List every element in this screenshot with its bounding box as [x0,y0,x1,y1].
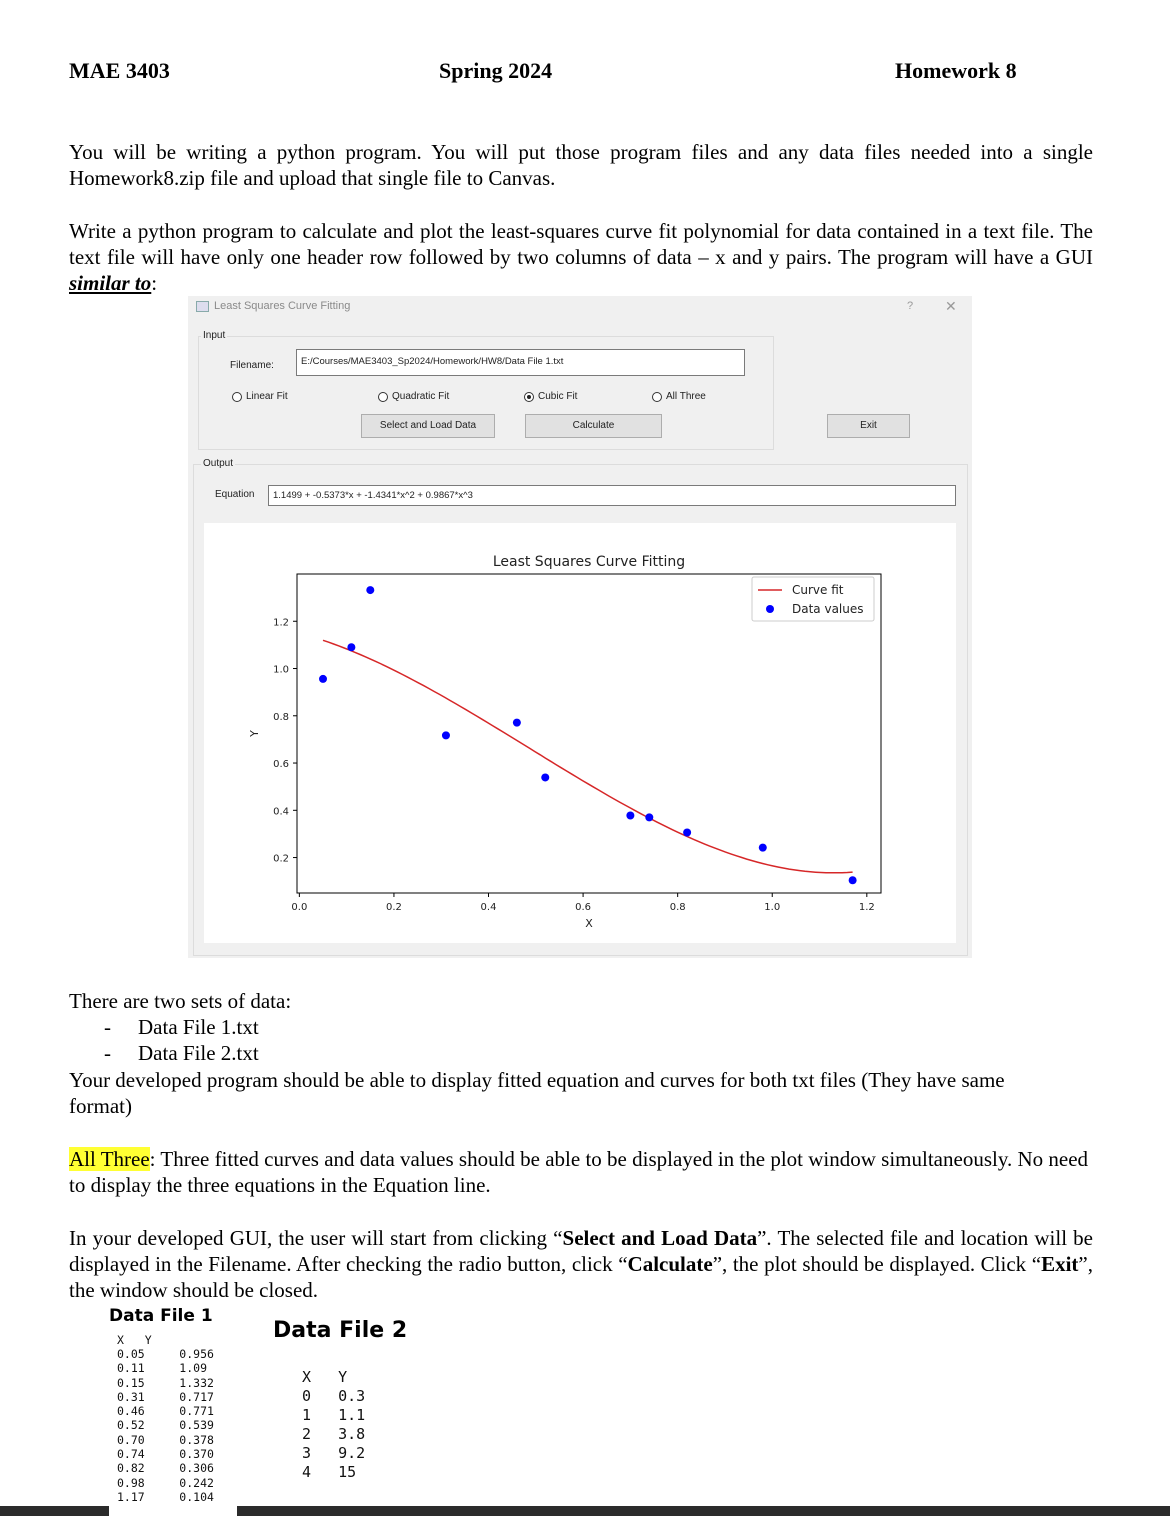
data-point [513,719,521,727]
filename-label: Filename: [230,360,274,371]
data-file-1-row: 0.05 0.956 [117,1347,214,1361]
y-tick-label: 0.8 [273,711,289,723]
radio-all-three[interactable] [652,391,706,402]
data-file-2-row: 0 0.3 [302,1387,366,1405]
legend-points-label: Data values [792,602,864,616]
dataset-item-1 [69,1014,1093,1040]
radio-cubic-label: Cubic Fit [538,391,578,402]
x-tick-label: 0.2 [385,902,402,913]
input-group-title: Input [203,330,226,341]
data-point [541,773,549,781]
instructions-paragraph [69,1225,1093,1303]
data-file-1-row: 0.70 0.378 [117,1432,214,1447]
data-file-1-row: 0.11 1.09 [117,1361,208,1376]
plot-frame [297,574,881,893]
instr-part-3: ”, the plot should be displayed. Click “ [712,1252,1042,1276]
radio-linear-fit[interactable] [232,391,288,402]
instr-part-2: ”. The selected file and location will be displayed in the Filename. After checking the radio button, click “ [69,1226,1093,1276]
x-tick-label: 0.4 [480,902,497,913]
task-paragraph [69,218,1093,296]
bullet-1: - [104,1015,111,1039]
exit-button[interactable]: Exit [827,414,910,438]
chart-title: Least Squares Curve Fitting [492,554,686,570]
radio-all-three-indicator [652,392,662,402]
y-tick-label: 1.0 [273,664,289,676]
x-tick-label: 1.2 [858,902,875,913]
select-load-button[interactable]: Select and Load Data [361,414,495,438]
instr-bold-calculate: Calculate [627,1252,713,1276]
task-text: Write a python program to calculate and plot the least-squares curve fit polynomial for data contained in a text file. The text file will have only one header row followed by two columns of data – x and y pairs. The program will have a GUI [69,219,1093,269]
dataset-item-1-text: Data File 1.txt [138,1015,259,1039]
datasets-note: Your developed program should be able to display fitted equation and curves for both txt files (They have same format) [69,1068,1005,1118]
y-tick-label: 1.2 [273,617,289,629]
radio-cubic-indicator [524,392,534,402]
dataset-item-2-text: Data File 2.txt [138,1041,259,1065]
output-group-title: Output [203,458,234,469]
term: Spring 2024 [439,58,553,83]
radio-all-three-label: All Three [666,391,706,402]
data-file-1-row: 0.31 0.717 [117,1389,214,1404]
filename-field[interactable]: E:/Courses/MAE3403_Sp2024/Homework/HW8/Data File 1.txt [296,349,745,376]
data-file-1-rows [117,1347,214,1504]
data-point [683,829,691,837]
data-point [645,813,653,821]
radio-cubic-fit[interactable] [524,391,577,402]
data-file-1-row: 1.17 0.104 [117,1489,214,1504]
data-point [442,731,450,739]
data-point [626,811,634,819]
y-tick-label: 0.2 [273,853,289,865]
radio-quadratic-indicator [378,392,388,402]
data-point [366,586,374,594]
course-code: MAE 3403 [69,58,170,83]
instr-part-4: ”, the window should be closed. [69,1252,1093,1302]
data-point [759,844,767,852]
page-bottom-bar-right [237,1506,1170,1516]
data-file-2-row: 4 15 [302,1463,357,1481]
data-file-1-row: 0.98 0.242 [117,1475,214,1490]
calculate-button[interactable]: Calculate [525,414,662,438]
radio-quadratic-label: Quadratic Fit [392,391,450,402]
window-title: Least Squares Curve Fitting [214,300,351,312]
legend-points-swatch [766,605,774,613]
radio-quadratic-fit[interactable] [378,391,449,402]
data-file-2-header: X Y [302,1368,348,1386]
datasets-intro: There are two sets of data: [69,989,292,1013]
data-file-2-row: 1 1.1 [302,1406,366,1424]
all-three-text: : Three fitted curves and data values should be able to be displayed in the plot window simultaneously. No need to display the three equations in the Equation line. [69,1147,1089,1197]
intro-paragraph: You will be writing a python program. You will put those program files and any data files needed into a single Homework8.zip file and upload that single file to Canvas. [69,140,1093,190]
dataset-item-2 [69,1040,1093,1066]
legend-curve-label: Curve fit [792,583,844,597]
x-tick-label: 0.0 [291,902,308,913]
data-point [849,876,857,884]
radio-linear-indicator [232,392,242,402]
data-point [347,643,355,651]
app-window-icon [196,301,209,312]
data-point [319,675,327,683]
curve-fit-line [323,640,853,873]
radio-linear-label: Linear Fit [246,391,288,402]
data-file-1-row: 0.46 0.771 [117,1404,214,1419]
page-bottom-bar-left [0,1506,109,1516]
assignment-title: Homework 8 [895,58,1017,83]
data-file-1-title: Data File 1 [109,1306,213,1326]
data-file-1-row: 0.52 0.539 [117,1418,214,1433]
task-emphasis: similar to [69,271,152,295]
window-titlebar [196,300,350,312]
x-tick-label: 1.0 [764,902,781,913]
data-file-1-row: 0.15 1.332 [117,1375,214,1390]
y-tick-label: 0.6 [273,759,289,771]
x-axis-label: X [585,917,593,930]
data-file-2-row: 3 9.2 [302,1444,366,1462]
data-file-1-row: 0.82 0.306 [117,1461,214,1476]
plot-canvas [204,523,956,943]
all-three-paragraph [69,1146,1093,1198]
data-file-2-rows [302,1387,365,1482]
instr-bold-exit: Exit [1041,1252,1079,1276]
help-icon[interactable]: ? [907,300,914,312]
equation-label: Equation [215,489,255,500]
x-tick-label: 0.6 [575,902,592,913]
gui-window [188,296,972,958]
data-file-1-header: X Y [117,1333,152,1347]
bullet-2: - [104,1041,111,1065]
data-file-1-row: 0.74 0.370 [117,1447,214,1462]
y-tick-label: 0.4 [273,806,289,818]
task-suffix: : [151,271,158,295]
instr-bold-select: Select and Load Data [562,1226,758,1250]
data-file-2-title: Data File 2 [273,1318,408,1343]
chart-svg [204,523,956,943]
y-axis-label: Y [248,730,261,737]
all-three-highlight: All Three [69,1147,150,1171]
equation-field[interactable]: 1.1499 + -0.5373*x + -1.4341*x^2 + 0.9867*x^3 [268,485,956,506]
instr-part-1: In your developed GUI, the user will start from clicking “ [69,1226,563,1250]
close-icon[interactable]: ✕ [945,298,957,314]
data-file-2-row: 2 3.8 [302,1425,366,1443]
x-tick-label: 0.8 [669,902,686,913]
